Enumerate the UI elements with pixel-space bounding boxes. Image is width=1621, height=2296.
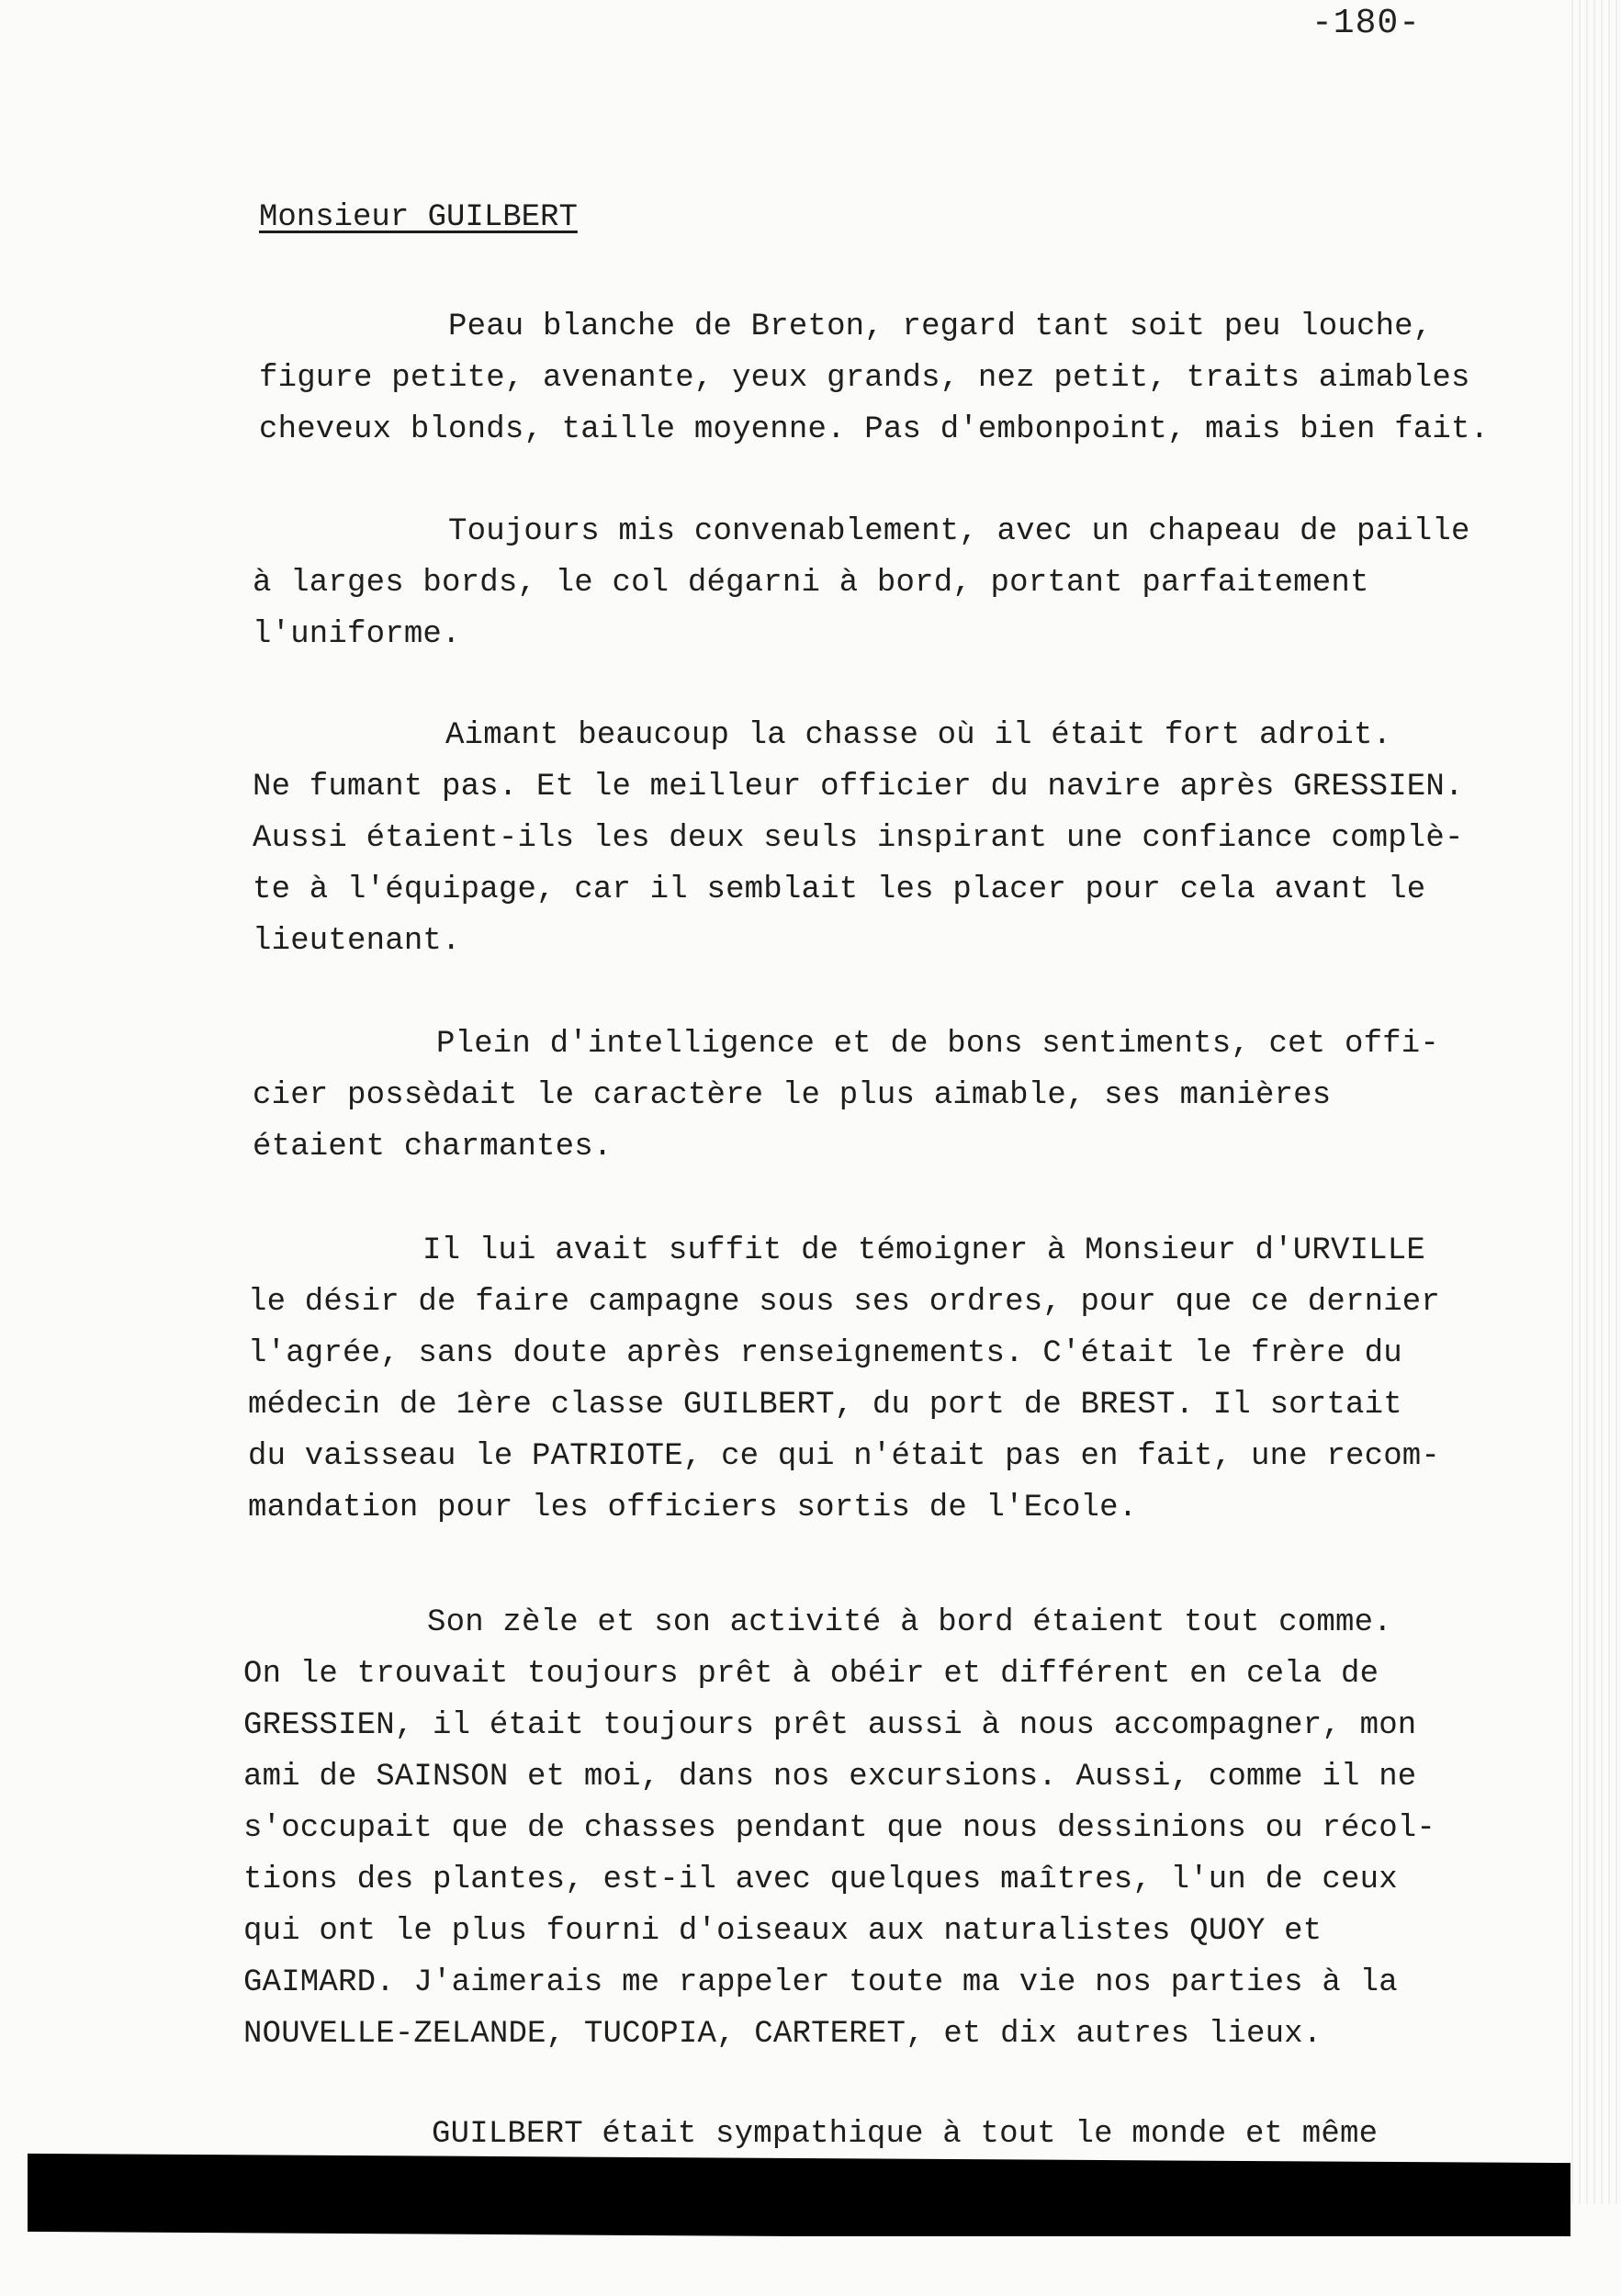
text-line: l'agrée, sans doute après renseignements. C'était le frère du (248, 1336, 1402, 1371)
paragraph-1 (259, 301, 1489, 456)
text-line: du vaisseau le PATRIOTE, ce qui n'était pas en fait, une recom- (248, 1439, 1441, 1474)
text-line: tions des plantes, est-il avec quelques maîtres, l'un de ceux (243, 1863, 1398, 1897)
text-line: Aimant beaucoup la chasse où il était fort adroit. (445, 718, 1392, 753)
text-line: Son zèle et son activité à bord étaient tout comme. (427, 1605, 1392, 1640)
text-line: ami de SAINSON et moi, dans nos excursions. Aussi, comme il ne (243, 1760, 1417, 1795)
text-line: GUILBERT était sympathique à tout le monde et même (432, 2117, 1379, 2152)
text-line: étaient charmantes. (253, 1130, 613, 1165)
text-line: médecin de 1ère classe GUILBERT, du port de BREST. Il sortait (248, 1388, 1402, 1423)
text-line: Plein d'intelligence et de bons sentiments, cet offi- (436, 1027, 1439, 1062)
text-line: le désir de faire campagne sous ses ordres, pour que ce dernier (248, 1285, 1441, 1320)
paragraph-3 (253, 710, 1464, 967)
paragraph-5 (248, 1225, 1440, 1534)
text-line: On le trouvait toujours prêt à obéir et différent en cela de (243, 1657, 1379, 1692)
text-line: mandation pour les officiers sortis de l'Ecole. (248, 1491, 1138, 1525)
text-line: Il lui avait suffit de témoigner à Monsieur d'URVILLE (422, 1233, 1425, 1268)
scan-margin (0, 2236, 1621, 2296)
text-line: s'occupait que de chasses pendant que nous dessinions ou récol- (243, 1811, 1436, 1846)
paragraph-2 (253, 506, 1470, 660)
text-line: Aussi étaient-ils les deux seuls inspirant une confiance complè- (253, 821, 1464, 856)
paragraph-7 (243, 2109, 1378, 2160)
text-line: GRESSIEN, il était toujours prêt aussi à nous accompagner, mon (243, 1708, 1417, 1743)
text-line: cheveux blonds, taille moyenne. Pas d'embonpoint, mais bien fait. (259, 412, 1490, 447)
text-line: GAIMARD. J'aimerais me rappeler toute ma vie nos parties à la (243, 1965, 1398, 2000)
text-line: à larges bords, le col dégarni à bord, portant parfaitement (253, 566, 1369, 601)
section-heading: Monsieur GUILBERT (259, 200, 578, 235)
paragraph-6 (243, 1597, 1435, 2060)
page-number: -180- (1311, 4, 1421, 43)
text-line: te à l'équipage, car il semblait les placer pour cela avant le (253, 872, 1426, 907)
scan-edge-noise (1566, 0, 1621, 2204)
text-line: figure petite, avenante, yeux grands, nez petit, traits aimables (259, 361, 1470, 396)
scan-black-border (28, 2154, 1570, 2241)
text-line: cier possèdait le caractère le plus aimable, ses manières (253, 1078, 1332, 1113)
text-line: NOUVELLE-ZELANDE, TUCOPIA, CARTERET, et dix autres lieux. (243, 2017, 1323, 2052)
paragraph-4 (253, 1019, 1439, 1173)
text-line: lieutenant. (253, 924, 461, 959)
text-line: Ne fumant pas. Et le meilleur officier du navire après GRESSIEN. (253, 770, 1464, 805)
text-line: Toujours mis convenablement, avec un chapeau de paille (448, 514, 1470, 549)
text-line: Peau blanche de Breton, regard tant soit peu louche, (448, 310, 1433, 344)
text-line: l'uniforme. (253, 617, 461, 652)
text-line: qui ont le plus fourni d'oiseaux aux naturalistes QUOY et (243, 1914, 1323, 1949)
